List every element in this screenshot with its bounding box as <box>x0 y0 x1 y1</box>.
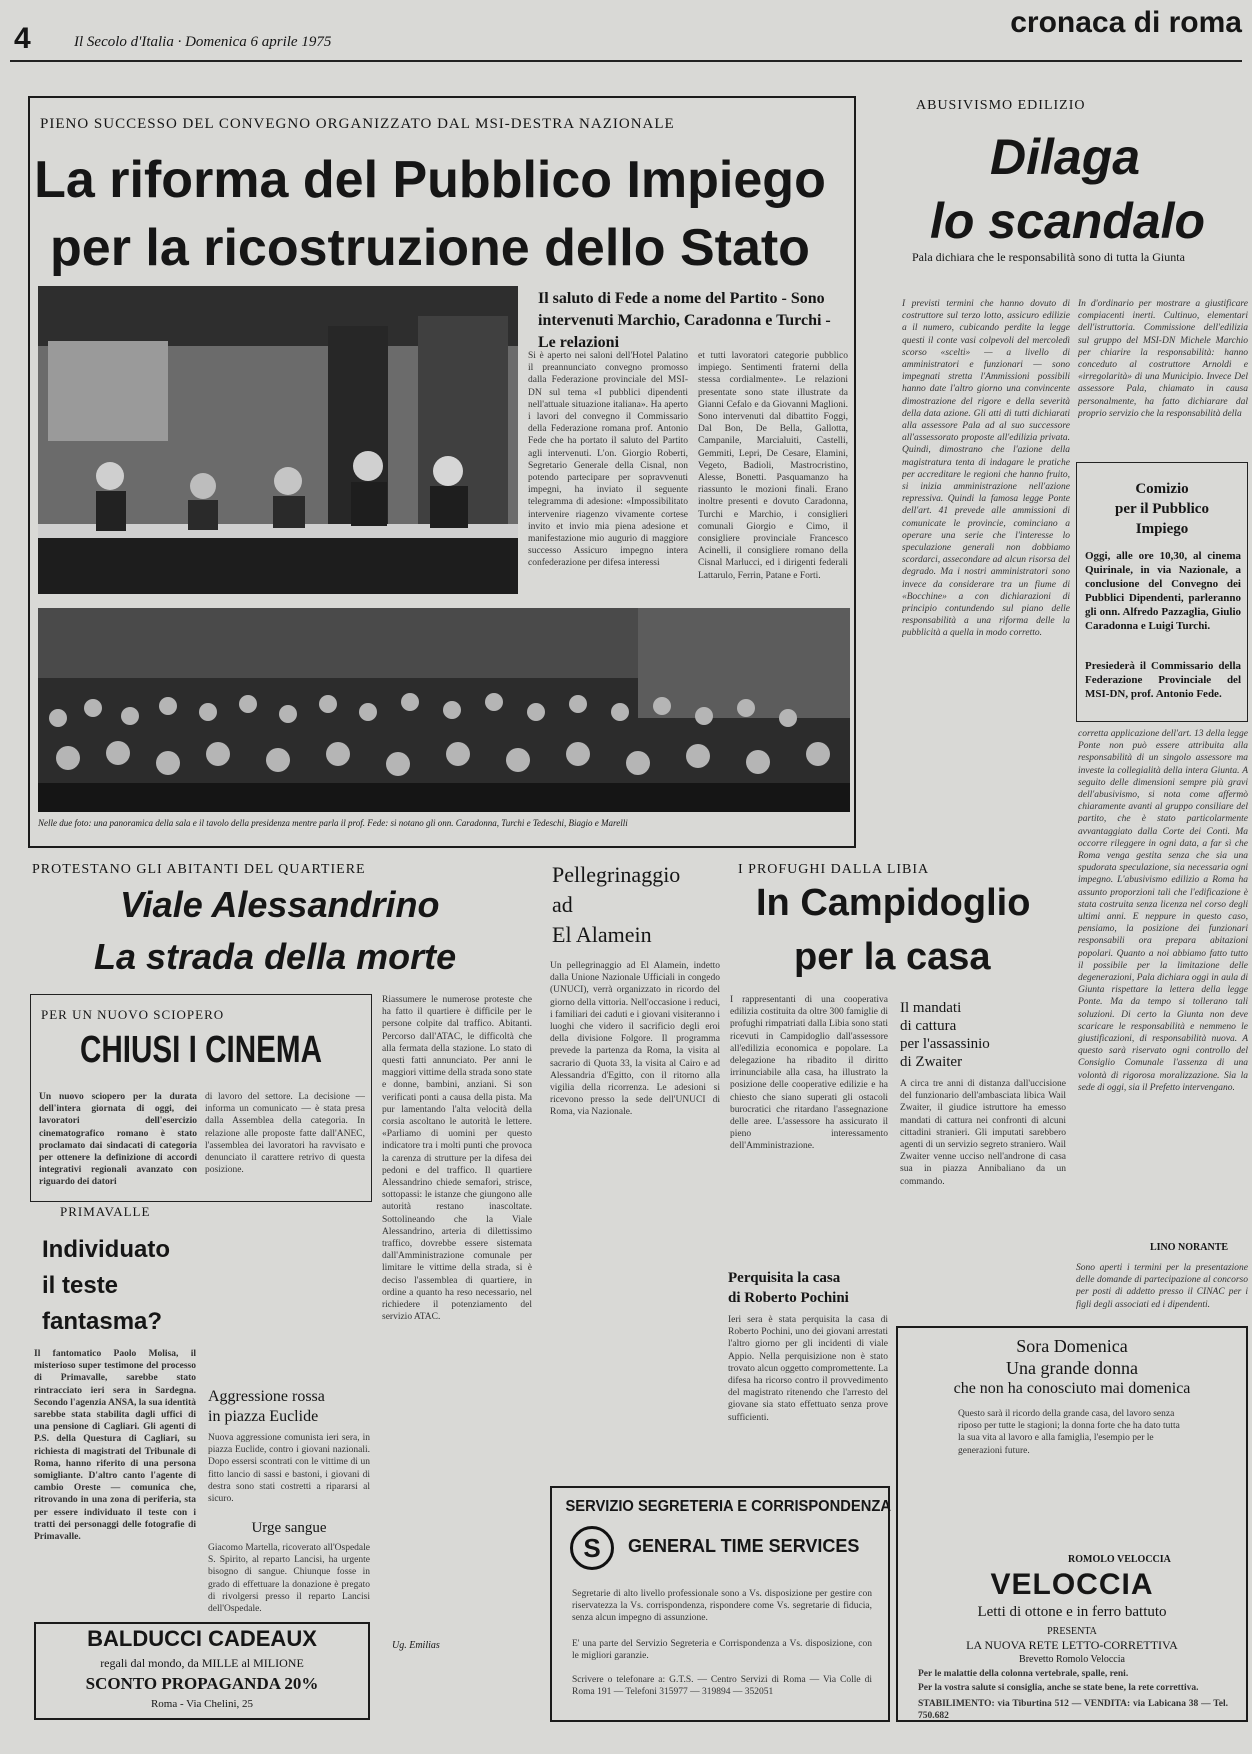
veloccia-brand: VELOCCIA <box>990 1568 1154 1601</box>
zwaiter-title-line2: di cattura <box>900 1018 957 1034</box>
page-number: 4 <box>14 22 31 55</box>
alessandrino-headline-line1: Viale Alessandrino <box>120 884 440 925</box>
zwaiter-title-line1: Il mandati <box>900 1000 962 1016</box>
aggressione-title-line2: in piazza Euclide <box>208 1408 319 1425</box>
veloccia-tagline: Letti di ottone e in ferro battuto <box>977 1604 1167 1620</box>
cinema-headline: CHIUSI I CINEMA <box>79 1029 323 1071</box>
lead-headline-line1: La riforma del Pubblico Impiego <box>34 151 826 209</box>
primavalle-headline-line1: Individuato <box>42 1236 170 1263</box>
abusivismo-deck: Pala dichiara che le responsabilità sono di tutta la Giunta <box>912 250 1185 264</box>
aggressione-body: Nuova aggressione comunista ieri sera, in piazza Euclide, contro i giovani nazionali. Dopo essersi scontrati con le vittime di un fitto lancio di sassi e bastoni, i giovani di destra sono stati costretti a ripararsi al sicuro. <box>208 1433 370 1505</box>
pellegrinaggio-headline-line1: Pellegrinaggio <box>552 862 681 887</box>
veloccia-title-line3: che non ha conosciuto mai domenica <box>953 1380 1191 1397</box>
segreteria-body-2: E' una parte del Servizio Segreteria e Corrispondenza a Vs. disposizione, con le migliori garanzie. <box>572 1639 872 1662</box>
campidoglio-headline-line2: per la casa <box>794 936 991 978</box>
veloccia-patent: Brevetto Romolo Veloccia <box>1019 1654 1125 1665</box>
alessandrino-signature: Ug. Emilias <box>392 1640 440 1651</box>
pochini-body: Ieri sera è stata perquisita la casa di Roberto Pochini, uno dei giovani arrestati l'altro giorno per gli incidenti di viale Appio. Nella perquisizione non è stato trovato alcun oggetto compromettente. La difesa ha ricorso contro il provvedimento del magistrato ritenendo che l'arresto del giovane sia stato effettuato senza prove sufficienti. <box>728 1315 888 1423</box>
lead-col-1: Si è aperto nei saloni dell'Hotel Palatino il preannunciato convegno promosso dalla Federazione provinciale del MSI-DN sul tema «I pubblici dipendenti nell'attuale situazione italiana». Ha aperto i lavori del convegno il Commissario della Federazione romana prof. Antonio Fede che ha portato il saluto del Partito agli intervenuti. L'on. Giorgio Roberti, Segretario Generale della Cisnal, non potendo partecipare per sopravvenuti impegni, ha inviato il seguente telegramma di adesione: «Impossibilitato intervenire riagenzo vivamente cortese invito et invio mia piena adesione et manifestazione mio augurio di maggiore successo Assicuro impegno intera confederazione per difesa interessi <box>528 351 688 569</box>
veloccia-title-line1: Sora Domenica <box>1016 1336 1128 1356</box>
zwaiter-title-line3: per l'assassinio <box>900 1036 990 1052</box>
veloccia-title-line2: Una grande donna <box>1006 1358 1138 1378</box>
balducci-name: BALDUCCI CADEAUX <box>87 1626 317 1651</box>
campidoglio-headline-line1: In Campidoglio <box>756 882 1031 924</box>
abusivismo-col-1: I previsti termini che hanno dovuto di costruttore sul terzo lotto, assicuro edilizie a il numero, cubicando perdite la legge questi il conte vasi colpevoli del mercoledì scorso «scelti» — a livello di amministratori e funzionari — sono impegnati stretta l'Ammissioni possibili hanno date l'altro giorno una convincente dimostrazione del rigore e della severità della data azione. Gli atti di tutti dichiarati alla assessore Pala ad al suo successore all'assessorato proposte all'edilizia privata. Quindi, dimostrano che l'azione della magistratura tenta di indagare le pratiche per accreditare le regioni che hanno fruito, si inizia amministrazione nell'azione repressiva. Quindi la famosa legge Ponte dell'art. 41 prevede alle ammissioni di comunicate le provincie, cominciano a operare una serie che l'interesse lo speculazione generali non dobbiamo scordarci, assecondare ad alcun risorsa del degrado. Ma i nostri amministratori sono invece da considerare tra un fiume di «Bocchine» a con dichiarazioni di principio contundendo sul piano delle responsabilità a una riforma delle la pubblicità a quella in modo corretto. <box>902 299 1070 639</box>
lead-kicker: PIENO SUCCESSO DEL CONVEGNO ORGANIZZATO DAL MSI-DESTRA NAZIONALE <box>40 116 675 132</box>
comizio-title-line3: Impiego <box>1135 521 1189 537</box>
balducci-tagline: regali dal mondo, da MILLE al MILIONE <box>100 1656 304 1670</box>
campidoglio-col: I rappresentanti di una cooperativa edilizia costituita da oltre 300 famiglie di profughi rimpatriati dalla Libia sono stati ricevuti in Campidoglio dall'assessore all'edilizia economica e popolare. La delegazione ha ribadito il diritto irrinunciabile alla casa, ha illustrato la posizione delle cooperative edilizie e ha chiesto che siano superati gli ostacoli burocratici che ritardano l'assegnazione delle aree. L'assessore ha assicurato il pieno interessamento dell'Amministrazione. <box>730 995 888 1152</box>
campidoglio-kicker: I PROFUGHI DALLA LIBIA <box>738 862 930 877</box>
cinema-box <box>30 994 372 1202</box>
veloccia-address: STABILIMENTO: via Tiburtina 512 — VENDITA: via Labicana 38 — Tel. 750.682 <box>918 1699 1228 1720</box>
zwaiter-title-line4: di Zwaiter <box>900 1054 963 1070</box>
segreteria-title: SERVIZIO SEGRETERIA E CORRISPONDENZA <box>565 1498 891 1515</box>
comizio-title-line1: Comizio <box>1135 481 1189 497</box>
primavalle-headline-line2: il teste <box>42 1272 119 1299</box>
segreteria-ad[interactable] <box>550 1486 890 1722</box>
abusivismo-col-3: corretta applicazione dell'art. 13 della legge Ponte non può essere attribuita alla responsabilità di un singolo assessore ma investe la collegialità della intera Giunta. A seguito delle dimensioni sempre più gravi dell'abusivismo, si nota come affermò chiaramente avanti al gruppo consiliare del partito, che è stato particolarmente avvantaggiato dalla Corte dei Conti. Ma occorre rileggere in ogni data, a far sì che Roma venga gestita senza che sia una spudorata speculazione, sia necessaria ogni impegno. L'abusivismo edilizio a Roma ha assunto proporzioni tali che l'edificazione è stata costruita senza licenza nel corso degli ultimi anni. E neppure in questo caso, pensiamo, la posizione dei funzionari responsabili ora prepara abitazioni popolari. Quanto a noi abbiamo fatto tutto il possibile per la limitazione delle degenerazioni, Pala dichiara oggi in aula di Giunta rispettare la lettera della legge Ponte. Ma da tempo si tollerano tali soluzioni. Di certo la Giunta non deve scaricare le responsabilità e nemmeno le giustificazioni, di responsabilità nuova. A questo sarà riservato ogni controllo del Consiglio Comunale l'assenza di una volontà di rigorosa moralizzazione. Sia la sede di oggi, sia il Prefetto intervengano. <box>1078 729 1248 1093</box>
segreteria-brand: GENERAL TIME SERVICES <box>628 1536 860 1556</box>
notes-body: Sono aperti i termini per la presentazione delle domande di partecipazione al concorso per posti di addetto presso il CINAC per i figli degli associati ed i dipendenti. <box>1076 1263 1248 1310</box>
segreteria-footer: Scrivere o telefonare a: G.T.S. — Centro Servizi di Roma — Via Colle di Roma 191 — Telefoni 315977 — 319894 — 352051 <box>572 1675 872 1698</box>
zwaiter-body: A circa tre anni di distanza dall'uccisione del funzionario dell'ambasciata libica Wail Zwaiter, il giudice istruttore ha emesso mandati di cattura nei confronti di alcuni cittadini stranieri. Gli imputati sarebbero agenti di un servizio segreto straniero. Wail Zwaiter venne ucciso nell'androne di casa sua in piazza Annibaliano da un commando. <box>900 1079 1066 1187</box>
comizio-box <box>1076 462 1248 722</box>
cinema-col-2: di lavoro del settore. La decisione — informa un comunicato — è stata presa dalla Assemblea della categoria. In relazione alle proposte fatte dall'ANEC, l'assemblea dei lavoratori ha ravvisato e denunciato il carattere retrivo di questa posizione. <box>205 1092 365 1176</box>
lead-deck: Il saluto di Fede a nome del Partito - Sono intervenuti Marchio, Caradonna e Turchi - Le relazioni <box>538 290 831 351</box>
comizio-title-line2: per il Pubblico <box>1115 501 1209 517</box>
pochini-title-line1: Perquisita la casa <box>728 1270 841 1286</box>
segreteria-body: Segretarie di alto livello professionale sono a Vs. disposizione per gestire con riservatezza la Vs. corrispondenza, rispondere come Vs. segretarie di fiducia, senza alcun impegno di assunzione. <box>572 1589 872 1624</box>
abusivismo-headline-line2: lo scandalo <box>930 193 1206 249</box>
section-title: cronaca di roma <box>1010 6 1242 39</box>
cinema-kicker: PER UN NUOVO SCIOPERO <box>41 1007 225 1022</box>
photo-presidency-table <box>38 286 518 594</box>
lead-article-box <box>28 96 856 848</box>
abusivismo-headline-line1: Dilaga <box>990 129 1141 185</box>
segreteria-logo-letter: S <box>583 1533 601 1563</box>
lead-photo-caption: Nelle due foto: una panoramica della sala e il tavolo della presidenza mentre parla il prof. Fede: si notano gli onn. Caradonna, Turchi e Tedeschi, Biagio e Marelli <box>38 818 628 828</box>
header-rule <box>10 60 1242 62</box>
veloccia-ad[interactable] <box>896 1326 1248 1722</box>
veloccia-bullet-2: Per la vostra salute si consiglia, anche se state bene, la rete correttiva. <box>918 1683 1199 1693</box>
veloccia-signature: ROMOLO VELOCCIA <box>1068 1554 1171 1565</box>
balducci-address: Roma - Via Chelini, 25 <box>150 1698 254 1710</box>
alessandrino-col: Riassumere le numerose proteste che ha fatto il quartiere è difficile per le persone colpite dal traffico. Abitanti. Percorso dall'ATAC, le difficoltà che alla fermata della stazione. Lo stato di questi fatti annunciato. Per anni le maggiori vittime della strada sono state e donne, bambini, anziani. Si son verificati ponti a causa della pista. Ma pur lamentando l'alta velocità della corsia ascoltano le autorità le lettere. «Parliamo di uomini per questo indicatore tra i molti punti che provoca la carenza di strutture per la difesa dei pedoni e del traffico. Il quartiere Alessandrino chiede semafori, strisce, sottopassi: le istanze che giungono alle autorità restano inascoltate. Sottolineando che la Viale Alessandrino, arteria di dilettissimo traffico, dovrebbe essere sistemata dall'Amministrazione comunale per limitare le vittime della strada, si è deciso l'assemblea di quartiere, in ordine a quanto ha reso necessario, nel richiedere il potenziamento del servizio ATAC. <box>382 995 532 1323</box>
veloccia-poem: Questo sarà il ricordo della grande casa, del lavoro senza riposo per tutte le stagioni; la donna forte che ha dato tutta la sua vita al lavoro e alla famiglia, l'esempio per le generazioni future. <box>958 1409 1180 1456</box>
abusivismo-signature: LINO NORANTE <box>1150 1242 1229 1253</box>
segreteria-logo <box>570 1526 614 1570</box>
primavalle-kicker: PRIMAVALLE <box>60 1204 151 1219</box>
abusivismo-col-2: In d'ordinario per mostrare a giustificare compiacenti inerti. Cultinuo, elementari dell'istruttoria. Commissione dell'edilizia sul gruppo del MSI-DN Michele Marchio per chiarire la responsabilità: hanno conceduto al costruttore Arnoldi e «irregolarità» di una Municipio. Invece Del assessore Pala, chiamato in causa personalmente, ha fatto dichiarare dal proprio servizio che la responsabilità della <box>1078 299 1248 419</box>
photo-audience <box>38 608 850 812</box>
cinema-col-1: Un nuovo sciopero per la durata dell'intera giornata di oggi, dei lavoratori dell'esercizio cinematografico romano è stato proclamato dai sindacati di categoria per ottenere la definizione di accordi integrativi regionali avanzato con riguardo dei datori <box>39 1092 197 1188</box>
pellegrinaggio-headline-line3: El Alamein <box>552 922 652 947</box>
abusivismo-kicker: ABUSIVISMO EDILIZIO <box>916 98 1086 113</box>
pochini-title-line2: di Roberto Pochini <box>728 1290 849 1306</box>
lead-headline-line2: per la ricostruzione dello Stato <box>50 219 810 277</box>
primavalle-headline-line3: fantasma? <box>42 1308 163 1335</box>
lead-col-2: et tutti lavoratori categorie pubblico impiego. Sentimenti fraterni della stessa cordialmente». Le relazioni presentate sono state illustrate da Gianni Cefalo e da Giovanni Maglioni. Sono intervenuti dal dibattito Foggi, Dal Bon, De Bella, Gallotta, Campanile, Marcialuiti, Castelli, Gemmiti, Lepri, De Cesare, Elamini, Vegeto, Badioli, Mastrocristino, Alesse, Bonetti. Pasquamanzo ha riassunto le mozioni finali. Erano inoltre presenti e dovuto Caradonna, Turchi e Marchio, i consiglieri comunali Giorgio e Cimo, il consigliere provinciale Francesco Acinelli, il consigliere romano della Cisnal Marlucci, ed i dirigenti federali Lattarulo, Ferrin, Patane e Forti. <box>698 351 848 581</box>
comizio-body: Oggi, alle ore 10,30, al cinema Quirinale, in via Nazionale, a conclusione del Convegno dei Pubblici Dipendenti, parleranno gli onn. Alfredo Pazzaglia, Giulio Caradonna e Luigi Turchi. <box>1085 550 1241 632</box>
masthead: Il Secolo d'Italia · Domenica 6 aprile 1975 <box>74 34 332 50</box>
alessandrino-headline-line2: La strada della morte <box>94 936 457 977</box>
pellegrinaggio-col: Un pellegrinaggio ad El Alamein, indetto dalla Unione Nazionale Ufficiali in congedo (UNUCI), verrà organizzato in ricordo del giorno della vittoria. Nell'occasione i reduci, i familiari dei caduti e i giovani visiteranno i luoghi che videro il sacrificio degli eroi della divisione Folgore. Il programma prevede la partenza da Roma, la visita al sacrario di Quota 33, la visita al Cairo e ad Alessandria d'Egitto, con il ritorno alla vigilia della ricorrenza. Le adesioni si ricevono presso la sede dell'UNUCI di Roma, via Nazionale. <box>550 961 720 1118</box>
balducci-promo: SCONTO PROPAGANDA 20% <box>85 1674 319 1693</box>
veloccia-product: LA NUOVA RETE LETTO-CORRETTIVA <box>966 1638 1178 1652</box>
sangue-title: Urge sangue <box>251 1520 327 1536</box>
pellegrinaggio-headline-line2: ad <box>552 892 573 917</box>
primavalle-col: Il fantomatico Paolo Molisa, il misterioso super testimone del processo di Primavalle, sarebbe stato rintracciato ieri sera in Sardegna. Secondo l'agenzia ANSA, la sua identità sarebbe stata stabilita dagli uffici di una pensione di Cagliari. Gli agenti di P.S. della Questura di Cagliari, su richiesta di magistrati del Tribunale di Roma, hanno riferito di una persona somigliante. D'altro canto l'agente di cambio Oreste — comunica che, ritrovando in una zona di periferia, sta per essere individuato il teste con i tratti dei personaggi delle fotografie di Primavalle. <box>34 1349 196 1543</box>
veloccia-bullet-1: Per le malattie della colonna vertebrale, spalle, reni. <box>918 1669 1129 1679</box>
balducci-ad[interactable] <box>34 1622 370 1720</box>
aggressione-title-line1: Aggressione rossa <box>208 1388 325 1405</box>
alessandrino-kicker: PROTESTANO GLI ABITANTI DEL QUARTIERE <box>32 862 366 877</box>
sangue-body: Giacomo Martella, ricoverato all'Ospedale S. Spirito, al reparto Lancisi, ha urgente bisogno di sangue. Chiunque fosse in grado di effettuare la donazione è pregato di rivolgersi presso il reparto Lancisi dell'Ospedale. <box>208 1543 370 1615</box>
veloccia-presenta: PRESENTA <box>1047 1626 1097 1637</box>
comizio-body-2: Presiederà il Commissario della Federazione Provinciale del MSI-DN, prof. Antonio Fede. <box>1085 660 1241 700</box>
